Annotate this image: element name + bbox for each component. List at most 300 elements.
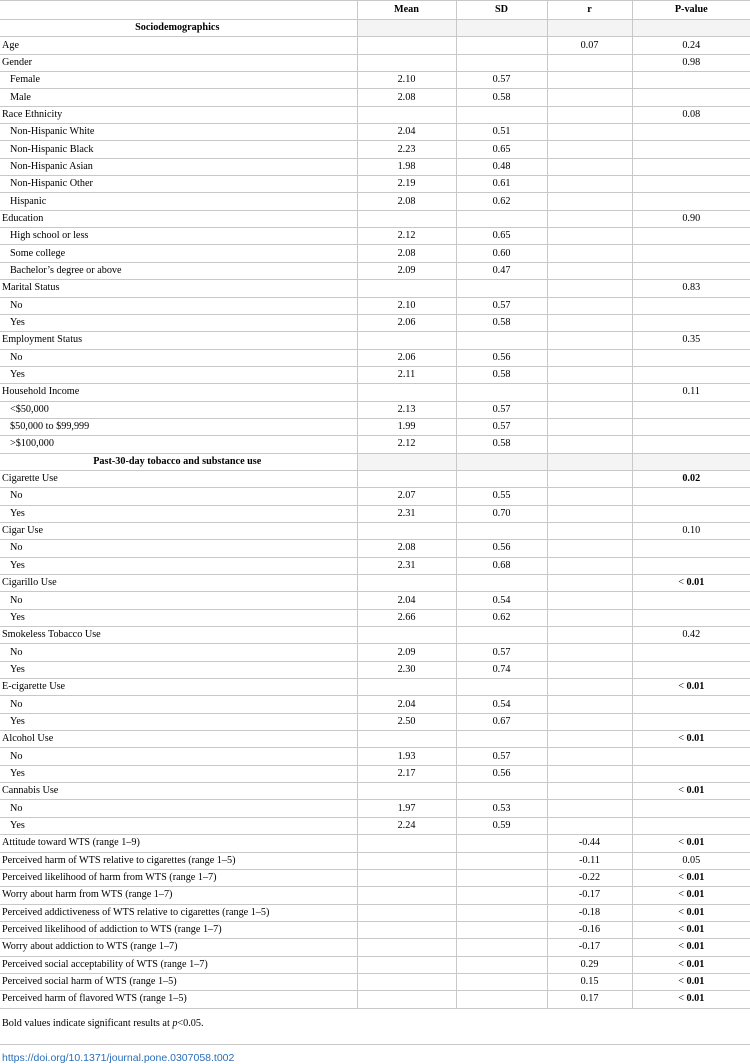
p-value-prefix: < — [678, 889, 687, 901]
p-value-cell — [632, 314, 750, 331]
sd-cell: 0.58 — [456, 89, 547, 106]
r-cell — [547, 349, 632, 366]
p-value-cell — [632, 89, 750, 106]
sd-cell — [456, 20, 547, 37]
p-value-cell — [632, 141, 750, 158]
row-label: Perceived likelihood of addiction to WTS (range 1–7) — [0, 921, 357, 938]
p-value-prefix: < — [678, 872, 687, 884]
r-cell — [547, 609, 632, 626]
sd-cell — [456, 835, 547, 852]
row-label: Worry about addiction to WTS (range 1–7) — [0, 939, 357, 956]
p-value-prefix: < — [678, 976, 687, 988]
table-row — [0, 436, 750, 453]
row-label: Age — [0, 37, 357, 54]
sd-cell: 0.56 — [456, 765, 547, 782]
table-row — [0, 956, 750, 973]
header-row — [0, 1, 750, 20]
sd-cell: 0.68 — [456, 557, 547, 574]
row-label: Sociodemographics — [0, 20, 357, 37]
sd-cell — [456, 921, 547, 938]
row-label: >$100,000 — [0, 436, 357, 453]
mean-cell — [357, 921, 456, 938]
p-value-text: 0.08 — [682, 108, 701, 120]
row-label: No — [0, 540, 357, 557]
row-label: $50,000 to $99,999 — [0, 418, 357, 435]
sd-cell — [456, 852, 547, 869]
sd-cell: 0.58 — [456, 366, 547, 383]
p-value-cell — [632, 939, 750, 956]
r-cell — [547, 193, 632, 210]
row-label: Household Income — [0, 384, 357, 401]
r-cell: -0.16 — [547, 921, 632, 938]
p-value-text: 0.01 — [686, 889, 705, 901]
table-row — [0, 262, 750, 279]
r-cell — [547, 627, 632, 644]
row-label: Cigarillo Use — [0, 575, 357, 592]
mean-cell — [357, 852, 456, 869]
r-cell — [547, 748, 632, 765]
r-cell: -0.22 — [547, 869, 632, 886]
sd-cell — [456, 470, 547, 487]
table-row — [0, 228, 750, 245]
p-value-cell — [632, 193, 750, 210]
header-r: r — [547, 1, 632, 20]
r-cell: -0.11 — [547, 852, 632, 869]
table-row — [0, 158, 750, 175]
p-value-prefix: < — [678, 681, 687, 693]
row-label: No — [0, 349, 357, 366]
row-label: Yes — [0, 366, 357, 383]
p-value-cell — [632, 20, 750, 37]
r-cell — [547, 89, 632, 106]
mean-cell: 2.12 — [357, 436, 456, 453]
r-cell — [547, 817, 632, 834]
table-row — [0, 245, 750, 262]
table-row — [0, 366, 750, 383]
sd-cell — [456, 210, 547, 227]
table-row — [0, 679, 750, 696]
section-row — [0, 453, 750, 470]
p-value-text: 0.01 — [686, 872, 705, 884]
p-value-cell — [632, 418, 750, 435]
p-value-cell — [632, 904, 750, 921]
p-value-cell — [632, 592, 750, 609]
table-row — [0, 106, 750, 123]
r-cell: -0.17 — [547, 939, 632, 956]
row-label: No — [0, 800, 357, 817]
mean-cell: 2.31 — [357, 557, 456, 574]
table-row — [0, 609, 750, 626]
sd-cell — [456, 956, 547, 973]
table-row — [0, 470, 750, 487]
mean-cell: 2.08 — [357, 193, 456, 210]
table-row — [0, 921, 750, 938]
mean-cell: 2.10 — [357, 72, 456, 89]
row-label: Non-Hispanic Asian — [0, 158, 357, 175]
table-row — [0, 522, 750, 539]
p-value-text: 0.01 — [686, 906, 705, 918]
mean-cell — [357, 887, 456, 904]
p-value-cell — [632, 366, 750, 383]
sd-cell: 0.55 — [456, 488, 547, 505]
sd-cell: 0.65 — [456, 141, 547, 158]
row-label: Yes — [0, 713, 357, 730]
table-body — [0, 20, 750, 1009]
p-value-cell — [632, 158, 750, 175]
r-cell — [547, 72, 632, 89]
footnote-prefix: Bold values indicate significant results at — [2, 1017, 173, 1029]
p-value-cell — [632, 436, 750, 453]
p-value-cell — [632, 297, 750, 314]
sd-cell — [456, 939, 547, 956]
row-label: No — [0, 592, 357, 609]
p-value-cell — [632, 349, 750, 366]
p-value-text: 0.11 — [682, 386, 700, 398]
p-value-cell — [632, 869, 750, 886]
row-label: <$50,000 — [0, 401, 357, 418]
r-cell — [547, 401, 632, 418]
row-label: Female — [0, 72, 357, 89]
p-value-text: 0.98 — [682, 56, 701, 68]
mean-cell: 2.10 — [357, 297, 456, 314]
row-label: Employment Status — [0, 332, 357, 349]
r-cell — [547, 158, 632, 175]
row-label: Perceived likelihood of harm from WTS (range 1–7) — [0, 869, 357, 886]
mean-cell — [357, 731, 456, 748]
p-value-cell — [632, 748, 750, 765]
mean-cell: 2.04 — [357, 696, 456, 713]
row-label: Alcohol Use — [0, 731, 357, 748]
sd-cell: 0.48 — [456, 158, 547, 175]
mean-cell — [357, 280, 456, 297]
r-cell: 0.29 — [547, 956, 632, 973]
r-cell — [547, 210, 632, 227]
p-value-text: 0.01 — [686, 681, 705, 693]
sd-cell: 0.56 — [456, 540, 547, 557]
sd-cell — [456, 869, 547, 886]
table-row — [0, 991, 750, 1008]
table-row — [0, 817, 750, 834]
sd-cell: 0.58 — [456, 314, 547, 331]
p-value-cell — [632, 575, 750, 592]
row-label: Smokeless Tobacco Use — [0, 627, 357, 644]
row-label: No — [0, 748, 357, 765]
p-value-cell — [632, 540, 750, 557]
r-cell — [547, 366, 632, 383]
p-value-cell — [632, 384, 750, 401]
p-value-text: 0.01 — [686, 924, 705, 936]
table-row — [0, 401, 750, 418]
row-label: Hispanic — [0, 193, 357, 210]
footnote-italic: p — [172, 1017, 178, 1029]
p-value-cell — [632, 887, 750, 904]
sd-cell: 0.58 — [456, 436, 547, 453]
table-row — [0, 488, 750, 505]
table-row — [0, 72, 750, 89]
sd-cell — [456, 522, 547, 539]
mean-cell: 2.17 — [357, 765, 456, 782]
row-label: Past-30-day tobacco and substance use — [0, 453, 357, 470]
mean-cell: 2.19 — [357, 176, 456, 193]
table-row — [0, 592, 750, 609]
r-cell — [547, 54, 632, 71]
sd-cell: 0.67 — [456, 713, 547, 730]
table-row — [0, 297, 750, 314]
r-cell — [547, 384, 632, 401]
r-cell — [547, 592, 632, 609]
row-label: Yes — [0, 557, 357, 574]
table-row — [0, 696, 750, 713]
sd-cell — [456, 904, 547, 921]
row-label: High school or less — [0, 228, 357, 245]
mean-cell: 2.09 — [357, 262, 456, 279]
p-value-cell — [632, 106, 750, 123]
p-value-text: 0.02 — [682, 473, 701, 485]
r-cell — [547, 436, 632, 453]
p-value-cell — [632, 679, 750, 696]
row-label: Perceived social acceptability of WTS (range 1–7) — [0, 956, 357, 973]
table-row — [0, 505, 750, 522]
r-cell — [547, 800, 632, 817]
p-value-prefix: < — [678, 941, 687, 953]
p-value-cell — [632, 54, 750, 71]
table-row — [0, 644, 750, 661]
table-row — [0, 193, 750, 210]
r-cell — [547, 314, 632, 331]
sd-cell — [456, 679, 547, 696]
mean-cell — [357, 453, 456, 470]
p-value-cell — [632, 644, 750, 661]
p-value-text: 0.83 — [682, 282, 701, 294]
sd-cell: 0.53 — [456, 800, 547, 817]
r-cell — [547, 280, 632, 297]
p-value-cell — [632, 696, 750, 713]
table-row — [0, 280, 750, 297]
sd-cell: 0.61 — [456, 176, 547, 193]
mean-cell — [357, 522, 456, 539]
sd-cell: 0.65 — [456, 228, 547, 245]
p-value-text: 0.90 — [682, 212, 701, 224]
table-row — [0, 661, 750, 678]
mean-cell: 2.08 — [357, 89, 456, 106]
table-row — [0, 37, 750, 54]
table-row — [0, 314, 750, 331]
mean-cell — [357, 470, 456, 487]
table-row — [0, 176, 750, 193]
r-cell — [547, 470, 632, 487]
row-label: Perceived harm of flavored WTS (range 1–5) — [0, 991, 357, 1008]
sd-cell: 0.57 — [456, 72, 547, 89]
mean-cell — [357, 384, 456, 401]
mean-cell — [357, 627, 456, 644]
mean-cell — [357, 575, 456, 592]
p-value-cell — [632, 973, 750, 990]
p-value-cell — [632, 783, 750, 800]
p-value-cell — [632, 852, 750, 869]
row-label: Yes — [0, 609, 357, 626]
p-value-text: 0.10 — [682, 525, 701, 537]
r-cell — [547, 176, 632, 193]
r-cell — [547, 141, 632, 158]
r-cell — [547, 332, 632, 349]
r-cell: -0.44 — [547, 835, 632, 852]
r-cell — [547, 20, 632, 37]
sd-cell: 0.57 — [456, 418, 547, 435]
p-value-prefix: < — [678, 733, 687, 745]
p-value-prefix: < — [678, 785, 687, 797]
table-row — [0, 731, 750, 748]
mean-cell — [357, 904, 456, 921]
mean-cell: 1.97 — [357, 800, 456, 817]
r-cell: 0.17 — [547, 991, 632, 1008]
r-cell — [547, 297, 632, 314]
r-cell: -0.17 — [547, 887, 632, 904]
table-row — [0, 332, 750, 349]
p-value-text: 0.35 — [682, 334, 701, 346]
p-value-cell — [632, 765, 750, 782]
sd-cell: 0.57 — [456, 297, 547, 314]
sd-cell: 0.54 — [456, 696, 547, 713]
row-label: No — [0, 696, 357, 713]
p-value-prefix: < — [678, 906, 687, 918]
row-label: Perceived harm of WTS relative to cigarettes (range 1–5) — [0, 852, 357, 869]
sd-cell: 0.47 — [456, 262, 547, 279]
mean-cell: 1.93 — [357, 748, 456, 765]
r-cell — [547, 106, 632, 123]
p-value-prefix: < — [678, 577, 687, 589]
p-value-text: 0.24 — [682, 39, 701, 51]
sd-cell — [456, 731, 547, 748]
row-label: E-cigarette Use — [0, 679, 357, 696]
p-value-cell — [632, 627, 750, 644]
mean-cell: 1.99 — [357, 418, 456, 435]
sd-cell: 0.59 — [456, 817, 547, 834]
r-cell — [547, 540, 632, 557]
table-row — [0, 210, 750, 227]
doi-link[interactable]: https://doi.org/10.1371/journal.pone.0307058.t002 — [2, 1051, 235, 1064]
mean-cell: 2.66 — [357, 609, 456, 626]
p-value-cell — [632, 956, 750, 973]
sd-cell — [456, 575, 547, 592]
mean-cell: 1.98 — [357, 158, 456, 175]
table-row — [0, 575, 750, 592]
table-row — [0, 887, 750, 904]
mean-cell: 2.12 — [357, 228, 456, 245]
p-value-cell — [632, 835, 750, 852]
mean-cell: 2.31 — [357, 505, 456, 522]
sd-cell — [456, 332, 547, 349]
sd-cell: 0.62 — [456, 609, 547, 626]
row-label: Non-Hispanic Black — [0, 141, 357, 158]
p-value-cell — [632, 488, 750, 505]
p-value-cell — [632, 557, 750, 574]
mean-cell: 2.11 — [357, 366, 456, 383]
table-row — [0, 852, 750, 869]
sd-cell — [456, 991, 547, 1008]
row-label: Yes — [0, 765, 357, 782]
sd-cell: 0.60 — [456, 245, 547, 262]
p-value-cell — [632, 800, 750, 817]
mean-cell: 2.08 — [357, 540, 456, 557]
section-row — [0, 20, 750, 37]
p-value-text: 0.01 — [686, 785, 705, 797]
row-label: Yes — [0, 314, 357, 331]
mean-cell: 2.13 — [357, 401, 456, 418]
sd-cell — [456, 106, 547, 123]
r-cell: 0.07 — [547, 37, 632, 54]
p-value-cell — [632, 332, 750, 349]
r-cell: 0.15 — [547, 973, 632, 990]
table-row — [0, 384, 750, 401]
p-value-cell — [632, 713, 750, 730]
p-value-cell — [632, 176, 750, 193]
sd-cell — [456, 453, 547, 470]
p-value-cell — [632, 401, 750, 418]
mean-cell: 2.07 — [357, 488, 456, 505]
mean-cell — [357, 939, 456, 956]
mean-cell — [357, 991, 456, 1008]
p-value-cell — [632, 72, 750, 89]
table-row — [0, 748, 750, 765]
mean-cell: 2.23 — [357, 141, 456, 158]
row-label: Education — [0, 210, 357, 227]
sd-cell: 0.57 — [456, 748, 547, 765]
p-value-cell — [632, 245, 750, 262]
p-value-text: 0.01 — [686, 837, 705, 849]
header-sd: SD — [456, 1, 547, 20]
sd-cell: 0.57 — [456, 644, 547, 661]
r-cell — [547, 124, 632, 141]
row-label: Attitude toward WTS (range 1–9) — [0, 835, 357, 852]
row-label: No — [0, 488, 357, 505]
row-label: Non-Hispanic Other — [0, 176, 357, 193]
mean-cell — [357, 973, 456, 990]
sd-cell — [456, 54, 547, 71]
p-value-cell — [632, 37, 750, 54]
p-value-text: 0.01 — [686, 941, 705, 953]
mean-cell: 2.30 — [357, 661, 456, 678]
r-cell — [547, 679, 632, 696]
sd-cell: 0.54 — [456, 592, 547, 609]
p-value-text: 0.01 — [686, 577, 705, 589]
r-cell — [547, 783, 632, 800]
row-label: Non-Hispanic White — [0, 124, 357, 141]
mean-cell — [357, 679, 456, 696]
p-value-text: 0.01 — [686, 976, 705, 988]
p-value-prefix: < — [678, 837, 687, 849]
r-cell — [547, 765, 632, 782]
p-value-text: 0.42 — [682, 629, 701, 641]
mean-cell — [357, 20, 456, 37]
row-label: Gender — [0, 54, 357, 71]
table-row — [0, 557, 750, 574]
p-value-cell — [632, 453, 750, 470]
table-row — [0, 869, 750, 886]
table-row — [0, 349, 750, 366]
row-label: No — [0, 297, 357, 314]
r-cell: -0.18 — [547, 904, 632, 921]
sd-cell: 0.74 — [456, 661, 547, 678]
table-row — [0, 800, 750, 817]
row-label: Worry about harm from WTS (range 1–7) — [0, 887, 357, 904]
p-value-cell — [632, 661, 750, 678]
row-label: Cigarette Use — [0, 470, 357, 487]
r-cell — [547, 453, 632, 470]
row-label: Yes — [0, 505, 357, 522]
p-value-cell — [632, 262, 750, 279]
sd-cell — [456, 973, 547, 990]
p-value-cell — [632, 505, 750, 522]
